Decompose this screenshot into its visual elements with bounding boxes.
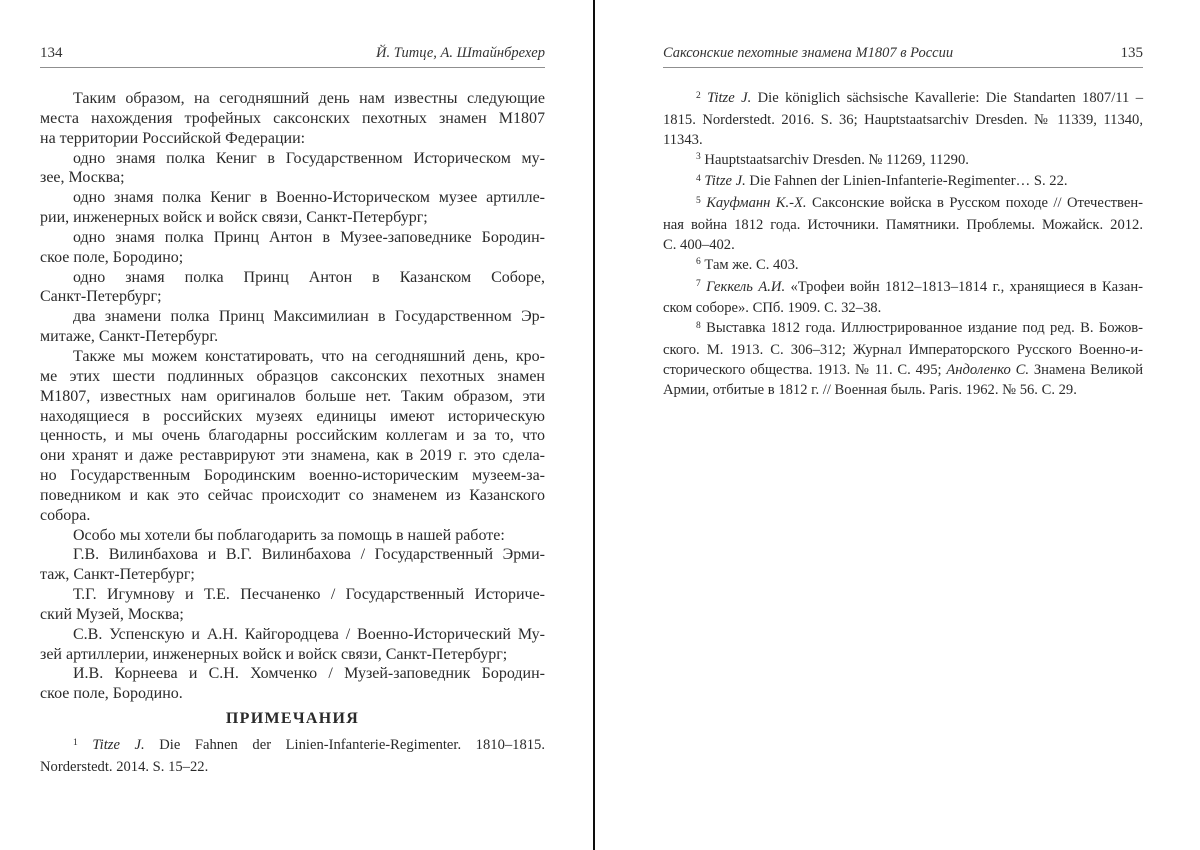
text-line: ценность, и мы очень благодарны российским коллегам и за то, что: [40, 427, 545, 445]
footnote: [663, 256, 1143, 278]
text-line: И.В. Корнеева и С.Н. Хомченко / Музей-заповедник Бородин-: [73, 665, 545, 683]
text-line: Т.Г. Игумнову и Т.Е. Песчаненко / Государственный Историче-: [73, 586, 545, 604]
footnote-marker: 7: [696, 279, 701, 290]
text-line: ском соборе». СПб. 1909. С. 32–38.: [663, 300, 882, 317]
text-line: зей артиллерии, инженерных войск и войск связи, Санкт-Петербург;: [40, 645, 508, 663]
text-line: одно знамя полка Принц Антон в Казанском Соборе,: [73, 268, 545, 286]
text-line: ского. М. 1913. С. 306–312; Журнал Императорского Русского Военно-и-: [663, 342, 1143, 359]
text-line: места нахождения трофейных саксонских пехотных знамен М1807: [40, 109, 545, 127]
text-line: С. 400–402.: [663, 236, 735, 253]
header-rule: [40, 67, 545, 68]
text-line: Таким образом, на сегодняшний день нам известны следующие: [73, 90, 545, 107]
text-line: $^6$ Там же. С. 403.: [696, 256, 799, 273]
text-line: Также мы можем констатировать, что на сегодняшний день, кро-: [73, 347, 545, 365]
footnote-marker: 1: [73, 737, 78, 748]
left-page-footnotes: [40, 736, 545, 778]
footnote: [40, 736, 545, 778]
notes-heading: ПРИМЕЧАНИЯ: [225, 710, 360, 727]
paragraph: [40, 585, 545, 625]
right-page-footnotes: [663, 89, 1143, 401]
text-line: митаже, Санкт-Петербург.: [40, 328, 219, 346]
text-line: Особо мы хотели бы поблагодарить за помощь в нашей работе:: [73, 526, 505, 544]
text-line: $^4$ Titze J. Die Fahnen der Linien-Infanterie-Regimenter… S. 22.: [696, 173, 1068, 190]
footnote-marker: 3: [696, 152, 701, 163]
footnote-marker: 4: [696, 173, 701, 184]
page-number: 135: [1120, 45, 1143, 61]
page-135: [663, 0, 1143, 850]
text-line: Г.В. Вилинбахова и В.Г. Вилинбахова / Государственный Эрми-: [73, 546, 545, 564]
text-line: одно знамя полка Принц Антон в Музее-заповеднике Бородин-: [73, 228, 545, 246]
running-head-title: Саксонские пехотные знамена М1807 в России: [663, 45, 954, 61]
text-line: $^8$ Выставка 1812 года. Иллюстрированное издание под ред. В. Божов-: [696, 320, 1143, 337]
paragraph: [40, 625, 545, 665]
paragraph: [40, 228, 545, 268]
paragraph: [40, 89, 545, 149]
footnote: [663, 89, 1143, 151]
text-line: одно знамя полка Кениг в Военно-Историческом музее артилле-: [73, 189, 545, 207]
text-line: находящиеся в российских музеях единицы имеют историческую: [40, 407, 545, 425]
text-line: ме этих шести подлинных образцов саксонских пехотных знамен: [40, 367, 545, 385]
text-line: зее, Москва;: [40, 169, 125, 187]
text-line: $^3$ Hauptstaatsarchiv Dresden. № 11269, 11290.: [696, 151, 969, 168]
paragraph: [40, 149, 545, 189]
text-line: они хранят и даже реставрируют эти знамена, как в 2019 г. это сдела-: [40, 447, 545, 465]
text-line: два знамени полка Принц Максимилиан в Государственном Эр-: [73, 308, 545, 326]
footnote: [663, 278, 1143, 320]
running-head-authors: Й. Титце, А. Штайнбрехер: [376, 45, 545, 61]
text-line: ский Музей, Москва;: [40, 605, 184, 623]
footnote-marker: 6: [696, 257, 701, 268]
paragraph: [40, 268, 545, 308]
text-line: поведником и как это сейчас происходит со знаменем из Казанского: [40, 486, 545, 504]
page-134: [40, 0, 545, 850]
text-line: $^7$ Геккель А.И. «Трофеи войн 1812–1813–1814 г., хранящиеся в Казан-: [696, 278, 1143, 295]
text-line: ское поле, Бородино.: [40, 685, 183, 703]
footnote: [663, 151, 1143, 173]
footnote-marker: 2: [696, 90, 701, 101]
left-page-body: [40, 89, 545, 704]
text-line: $^1$ Titze J. Die Fahnen der Linien-Infanterie-Regimenter. 1810–1815.: [73, 737, 545, 753]
paragraph: [40, 347, 545, 526]
book-gutter-line: [593, 0, 595, 850]
footnote-marker: 5: [696, 195, 701, 206]
page-number: 134: [40, 45, 63, 61]
footnote: [663, 172, 1143, 194]
text-line: 1815. Norderstedt. 2016. S. 36; Hauptstaatsarchiv Dresden. № 11339, 11340,: [663, 111, 1143, 128]
paragraph: [40, 188, 545, 228]
paragraph: [40, 664, 545, 704]
footnote: [663, 319, 1143, 400]
text-line: рии, инженерных войск и войск связи, Санкт-Петербург;: [40, 209, 428, 227]
text-line: ная война 1812 года. Источники. Памятники. Проблемы. Можайск. 2012.: [663, 217, 1143, 234]
text-line: сторического общества. 1913. № 11. С. 495; Андоленко С. Знамена Великой: [663, 361, 1143, 378]
text-line: Norderstedt. 2014. S. 15–22.: [40, 758, 209, 775]
text-line: $^5$ Кауфманн К.-Х. Саксонские войска в Русском походе // Отечествен-: [696, 195, 1143, 212]
paragraph: [40, 526, 545, 546]
text-line: Санкт-Петербург;: [40, 288, 162, 306]
header-rule: [663, 67, 1143, 68]
page-header: [40, 44, 545, 62]
text-line: но Государственным Бородинским военно-историческим музеем-за-: [40, 467, 545, 485]
text-line: собора.: [40, 506, 91, 524]
text-line: ское поле, Бородино;: [40, 248, 184, 266]
text-line: $^2$ Titze J. Die königlich sächsische Kavallerie: Die Standarten 1807/11 –: [696, 90, 1143, 106]
text-line: С.В. Успенскую и А.Н. Кайгородцева / Военно-Исторический Му-: [73, 625, 545, 643]
paragraph: [40, 307, 545, 347]
text-line: одно знамя полка Кениг в Государственном Историческом му-: [73, 149, 545, 167]
text-line: 11343.: [663, 131, 703, 148]
text-line: на территории Российской Федерации:: [40, 129, 306, 147]
text-line: М1807, известных нам оригиналов больше нет. Таким образом, эти: [40, 387, 545, 405]
footnote: [663, 194, 1143, 256]
text-line: Армии, отбитые в 1812 г. // Военная быль. Paris. 1962. № 56. С. 29.: [663, 381, 1077, 398]
footnote-marker: 8: [696, 320, 701, 331]
page-header: [663, 44, 1143, 62]
paragraph: [40, 545, 545, 585]
text-line: таж, Санкт-Петербург;: [40, 566, 195, 584]
